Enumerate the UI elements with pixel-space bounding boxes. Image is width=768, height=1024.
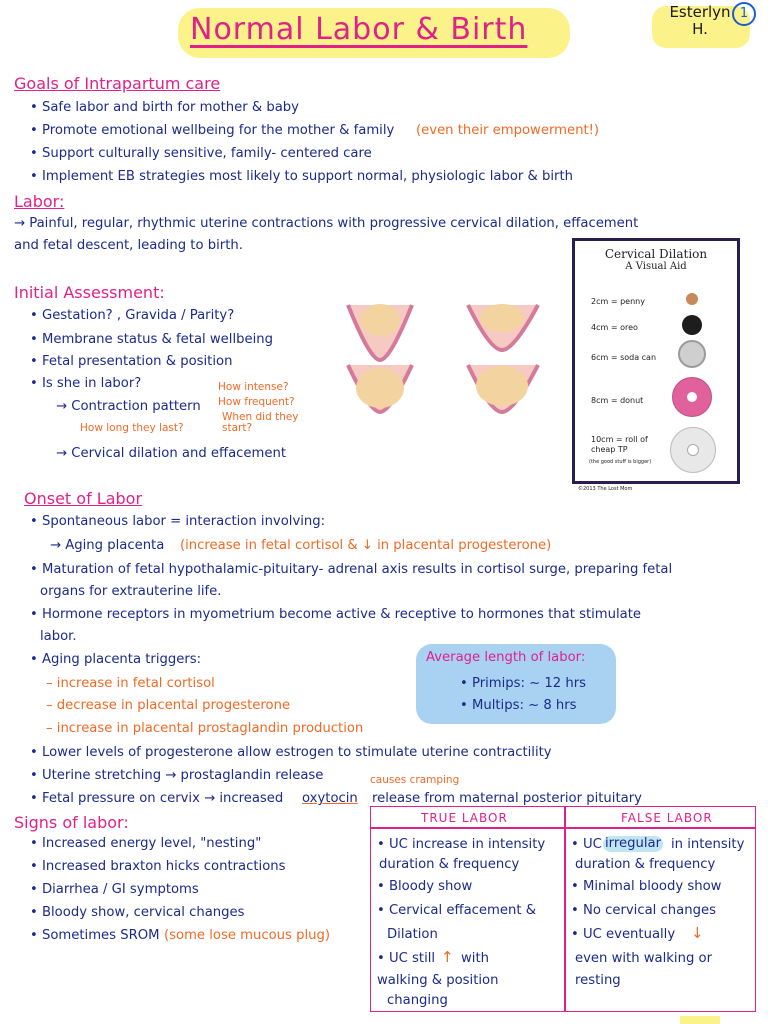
onset-item: • Uterine stretching → prostaglandin release xyxy=(30,768,324,783)
page-number-badge: 1 xyxy=(732,2,756,26)
true-labor-item: duration & frequency xyxy=(379,857,520,872)
onset-item: release from maternal posterior pituitary xyxy=(372,791,642,806)
sign-item: • Diarrhea / GI symptoms xyxy=(30,882,199,897)
down-arrow-icon: ↓ xyxy=(691,924,704,942)
goals-heading: Goals of Intrapartum care xyxy=(14,74,221,93)
trigger-item: – increase in fetal cortisol xyxy=(46,676,215,691)
true-labor-item: • Cervical effacement & xyxy=(377,903,536,918)
onset-item: • Hormone receptors in myometrium become active & receptive to hormones that stimulate xyxy=(30,607,642,622)
dilation-row: 4cm = oreo xyxy=(591,323,638,332)
cervix-illustration xyxy=(468,365,538,412)
onset-item: labor. xyxy=(40,629,77,644)
assessment-item: • Is she in labor? xyxy=(30,376,142,391)
question-intense: How intense? xyxy=(218,381,289,393)
cervix-illustration xyxy=(348,304,412,360)
onset-item: organs for extrauterine life. xyxy=(40,584,222,599)
onset-item: • Maturation of fetal hypothalamic-pituitary- adrenal axis results in cortisol surge, preparing fetal xyxy=(30,562,673,577)
labor-definition-line1: → Painful, regular, rhythmic uterine contractions with progressive cervical dilation, effacement xyxy=(14,216,639,231)
card-subtitle: A Visual Aid xyxy=(625,261,687,272)
card-title: Cervical Dilation xyxy=(604,247,708,261)
cramping-note: causes cramping xyxy=(370,774,460,786)
irregular-highlight: irregular xyxy=(605,836,661,851)
soda-can-icon xyxy=(678,340,706,368)
sign-item: • Increased energy level, "nesting" xyxy=(30,836,262,851)
true-labor-item: with xyxy=(461,951,489,966)
cervical-dilation-card xyxy=(572,238,740,484)
question-frequent: How frequent? xyxy=(218,396,295,408)
true-labor-heading: TRUE LABOR xyxy=(421,811,508,825)
sign-item: • Increased braxton hicks contractions xyxy=(30,859,286,874)
oxytocin-word: oxytocin xyxy=(302,791,358,806)
true-labor-item: • UC increase in intensity xyxy=(377,837,546,852)
dilation-row: 8cm = donut xyxy=(591,396,644,405)
question-duration: How long they last? xyxy=(80,422,184,434)
goal-item: • Support culturally sensitive, family- centered care xyxy=(30,146,372,161)
table-divider xyxy=(371,827,755,829)
assessment-item: • Fetal presentation & position xyxy=(30,354,233,369)
false-labor-heading: FALSE LABOR xyxy=(621,811,713,825)
true-labor-item: Dilation xyxy=(387,927,438,942)
onset-heading: Onset of Labor xyxy=(24,489,143,508)
false-labor-item: in intensity xyxy=(671,837,745,852)
true-labor-item: • Bloody show xyxy=(377,879,473,894)
author-name: Esterlyn H. xyxy=(669,3,731,38)
placenta-note: (increase in fetal cortisol & ↓ in placental progesterone) xyxy=(180,538,552,553)
labor-definition-line2: and fetal descent, leading to birth. xyxy=(14,238,243,253)
page-title: Normal Labor & Birth xyxy=(190,12,528,47)
sign-note: (some lose mucous plug) xyxy=(164,928,330,943)
true-labor-item: walking & position xyxy=(377,973,499,988)
decorative-highlight xyxy=(680,1016,720,1024)
goal-item: • Promote emotional wellbeing for the mother & family xyxy=(30,123,395,138)
contraction-pattern: → Contraction pattern xyxy=(56,399,201,414)
penny-icon xyxy=(686,293,698,305)
false-labor-item: • No cervical changes xyxy=(571,903,716,918)
average-length-box xyxy=(416,644,616,724)
assessment-item: • Gestation? , Gravida / Parity? xyxy=(30,308,235,323)
dilation-row: 2cm = penny xyxy=(591,297,645,306)
card-credit: ©2013 The Lost Mom xyxy=(578,486,633,492)
sign-item: • Sometimes SROM xyxy=(30,928,160,943)
dilation-illustrations xyxy=(340,290,565,420)
onset-item: • Spontaneous labor = interaction involving: xyxy=(30,514,326,529)
donut-icon xyxy=(672,377,712,417)
false-labor-item: duration & frequency xyxy=(575,857,716,872)
toilet-paper-icon xyxy=(670,427,716,473)
true-labor-item: changing xyxy=(387,993,448,1008)
onset-item: → Aging placenta xyxy=(50,538,165,553)
onset-item: • Aging placenta triggers: xyxy=(30,652,202,667)
trigger-item: – increase in placental prostaglandin production xyxy=(46,721,364,736)
dilation-row: 10cm = roll of cheap TP xyxy=(591,435,648,454)
true-labor-item: • UC still xyxy=(377,951,436,966)
trigger-item: – decrease in placental progesterone xyxy=(46,698,291,713)
goal-note: (even their empowerment!) xyxy=(416,123,600,138)
false-labor-item: • UC eventually xyxy=(571,927,676,942)
up-arrow-icon: ↑ xyxy=(441,948,454,966)
oreo-icon xyxy=(682,315,702,335)
assessment-item: • Membrane status & fetal wellbeing xyxy=(30,332,274,347)
onset-item: • Lower levels of progesterone allow estrogen to stimulate uterine contractility xyxy=(30,745,552,760)
question-start: When did they start? xyxy=(222,411,299,434)
card-footnote: (the good stuff is bigger) xyxy=(589,459,652,465)
table-divider xyxy=(564,807,566,1011)
dilation-row: 6cm = soda can xyxy=(591,353,657,362)
primips-length: • Primips: ~ 12 hrs xyxy=(460,676,587,691)
false-labor-item: resting xyxy=(575,973,621,988)
cervical-dilation-effacement: → Cervical dilation and effacement xyxy=(56,446,287,461)
multips-length: • Multips: ~ 8 hrs xyxy=(460,698,577,713)
true-false-labor-table xyxy=(370,806,756,1012)
sign-item: • Bloody show, cervical changes xyxy=(30,905,245,920)
false-labor-item: • UC xyxy=(571,837,602,852)
onset-item: • Fetal pressure on cervix → increased xyxy=(30,791,284,806)
signs-heading: Signs of labor: xyxy=(14,813,129,832)
labor-heading: Labor: xyxy=(14,192,65,211)
cervix-illustration xyxy=(468,304,538,350)
initial-assessment-heading: Initial Assessment: xyxy=(14,283,165,302)
average-length-title: Average length of labor: xyxy=(426,650,586,665)
goal-item: • Implement EB strategies most likely to support normal, physiologic labor & birth xyxy=(30,169,574,184)
cervix-illustration xyxy=(348,365,412,412)
false-labor-item: even with walking or xyxy=(575,951,712,966)
goal-item: • Safe labor and birth for mother & baby xyxy=(30,100,299,115)
false-labor-item: • Minimal bloody show xyxy=(571,879,722,894)
